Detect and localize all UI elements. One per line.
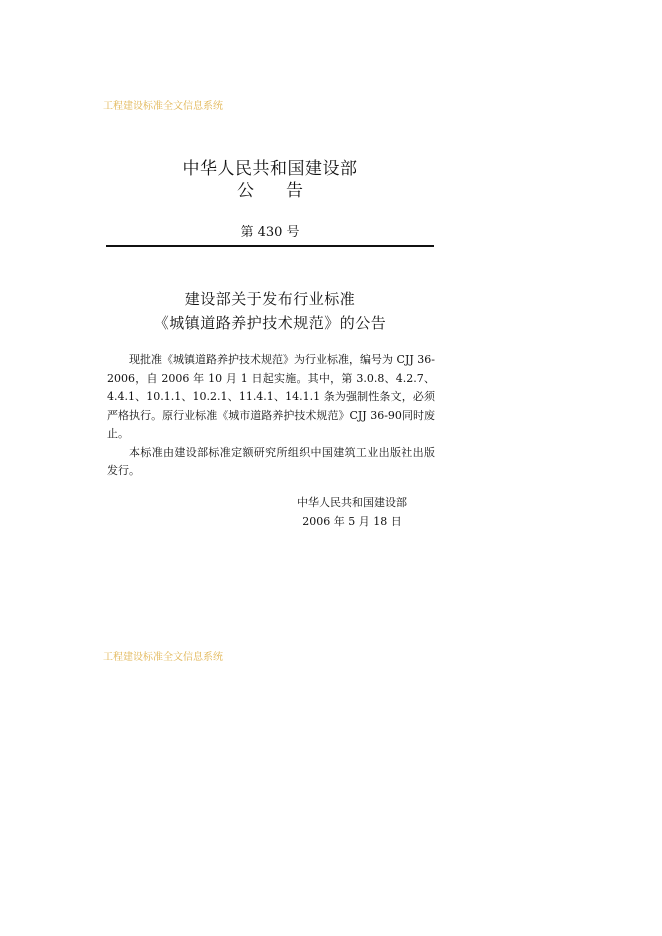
issuer-heading: 中华人民共和国建设部 (182, 159, 358, 179)
notice-heading (0, 176, 540, 201)
body-paragraph-2: 本标准由建设部标准定额研究所组织中国建筑工业出版社出版发行。 (107, 445, 435, 477)
watermark-top: 工程建设标准全文信息系统 (103, 101, 223, 112)
announcement-body (107, 351, 435, 481)
watermark-bottom: 工程建设标准全文信息系统 (103, 652, 223, 663)
title-line-1: 建设部关于发布行业标准 (184, 290, 356, 308)
signature-date: 2006 年 5 月 18 日 (302, 515, 402, 528)
notice-word-1: 公 (237, 181, 254, 201)
title-line-2: 《城镇道路养护技术规范》的公告 (153, 314, 387, 332)
body-paragraph-1: 现批准《城镇道路养护技术规范》为行业标准，编号为 CJJ 36-2006，自 2006 年 10 月 1 日起实施。其中，第 3.0.8、4.2.7、4.4.1、10.1.1、10.2.1、11.4.1、14.1.1 条为强制性条文，必须严格执行。原行业标准《城市道路养护技术规范》CJJ 36-90同时废止。 (107, 353, 435, 440)
signature-issuer: 中华人民共和国建设部 (297, 496, 407, 509)
header-divider (106, 245, 434, 247)
notice-word-2: 告 (286, 181, 303, 201)
announcement-number: 第 430 号 (240, 225, 300, 240)
